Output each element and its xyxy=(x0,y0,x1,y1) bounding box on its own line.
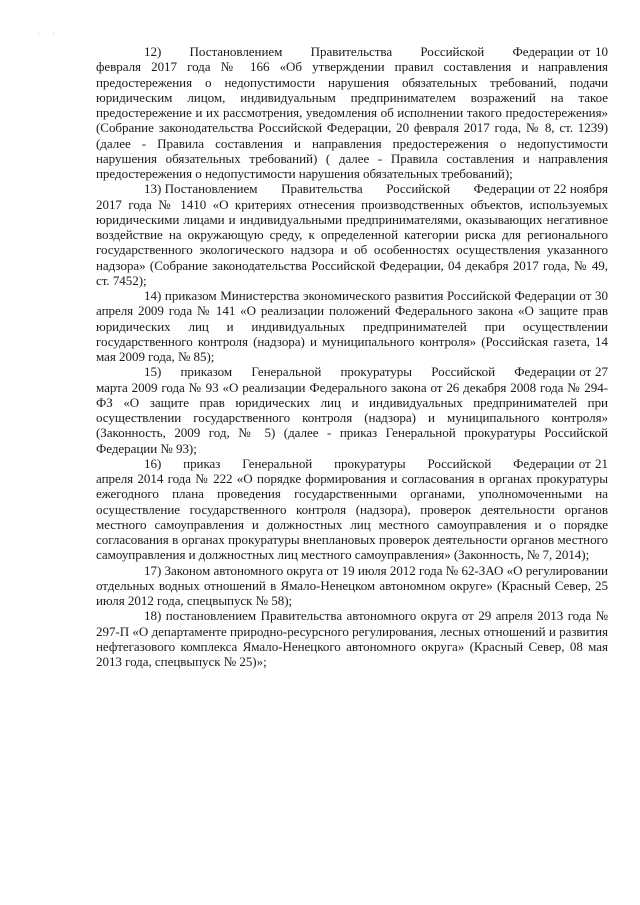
list-item-13: 13) Постановлением Правительства Российской Федерации от 22 ноября 2017 года № 1410 «О критериях отнесения производственных объектов, используемых юридическими лицами и индивидуальными предпринимателями, оказывающих негативное воздействие на окружающую среду, к определенной категории риска для регионального государственного экологического надзора и об особенностях осуществления указанного надзора» (Собрание законодательства Российской Федерации, 04 декабря 2017 года, № 49, ст. 7452); xyxy=(96,181,608,288)
list-item-14: 14) приказом Министерства экономического развития Российской Федерации от 30 апреля 2009 года № 141 «О реализации положений Федерального закона «О защите прав юридических лиц и индивидуальных предпринимателей при осуществлении государственного контроля (надзора) и муниципального контроля» (Российская газета, 14 мая 2009 года, № 85); xyxy=(96,288,608,364)
list-item-12: 12) Постановлением Правительства Российской Федерации от 10 февраля 2017 года № 166 «Об утверждении правил составления и направления предостережения о недопустимости нарушения обязательных требований, подачи юридическим лицом, индивидуальным предпринимателем возражений на такое предостережение и их рассмотрения, уведомления об исполнении такого предостережения» (Собрание законодательства Российской Федерации, 20 февраля 2017 года, № 8, ст. 1239) (далее - Правила составления и направления предостережения о недопустимости нарушения обязательных требований) ( далее - Правила составления и направления предостережения о недопустимости нарушения обязательных требований); xyxy=(96,44,608,181)
document-body xyxy=(96,44,608,669)
list-item-18: 18) постановлением Правительства автономного округа от 29 апреля 2013 года № 297-П «О департаменте природно-ресурсного регулирования, лесных отношений и развития нефтегазового комплекса Ямало-Ненецкого автономного округа» (Красный Север, 08 мая 2013 года, спецвыпуск № 25)»; xyxy=(96,608,608,669)
list-item-17: 17) Законом автономного округа от 19 июля 2012 года № 62-ЗАО «О регулировании отдельных водных отношений в Ямало-Ненецком автономном округе» (Красный Север, 25 июля 2012 года, спецвыпуск № 58); xyxy=(96,562,608,608)
list-item-15: 15) приказом Генеральной прокуратуры Российской Федерации от 27 марта 2009 года № 93 «О реализации Федерального закона от 26 декабря 2008 года № 294-ФЗ «О защите прав юридических лиц и индивидуальных предпринимателей при осуществлении государственного контроля (надзора) и муниципального контроля» (Законность, 2009 год, № 5) (далее - приказ Генеральной прокуратуры Российской Федерации № 93); xyxy=(96,364,608,456)
list-item-16: 16) приказ Генеральной прокуратуры Российской Федерации от 21 апреля 2014 года № 222 «О порядке формирования и согласования в органах прокуратуры ежегодного плана проведения государственными органами, уполномоченными на осуществление государственного контроля (надзора), проверок деятельности органов местного самоуправления и должностных лиц местного самоуправления и о порядке согласования в органах прокуратуры внеплановых проверок деятельности органов местного самоуправления и должностных лиц местного самоуправления» (Законность, № 7, 2014); xyxy=(96,455,608,563)
scan-marks: . . xyxy=(38,30,61,36)
